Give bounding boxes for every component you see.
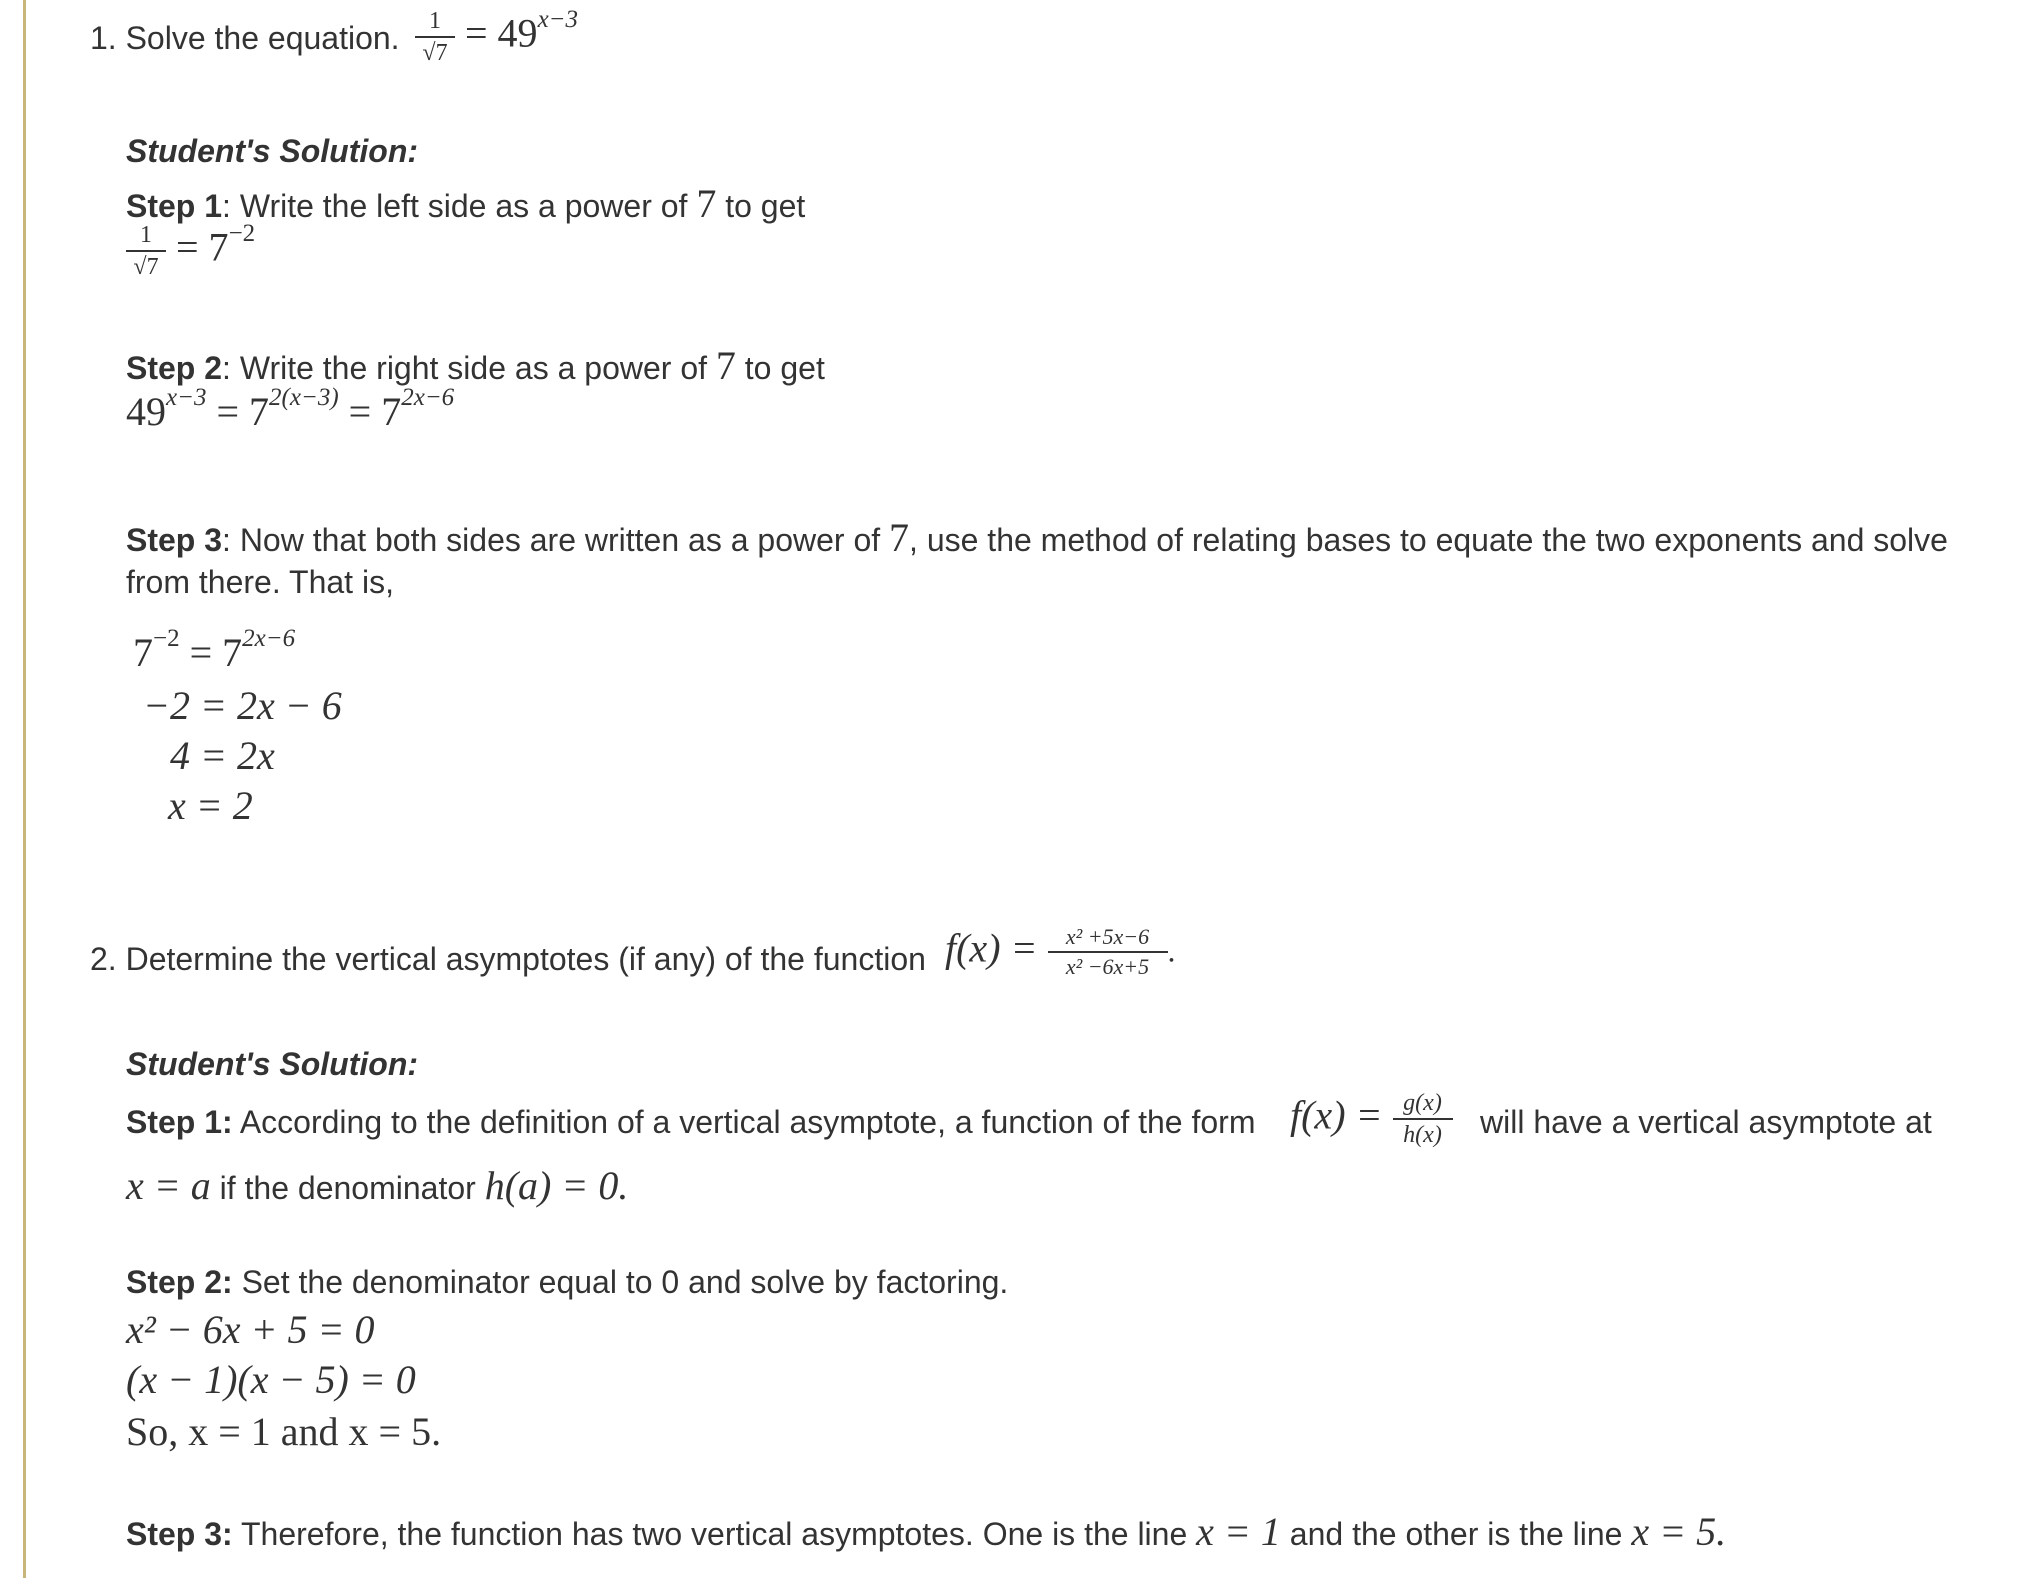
- step-text: if the denominator: [210, 1170, 485, 1206]
- problem-1-equation: [415, 5, 579, 67]
- step-label: Step 3: [126, 522, 223, 558]
- step-label: Step 2: [126, 350, 223, 386]
- math-exponent: −2: [153, 625, 180, 652]
- step-base: 7: [889, 515, 910, 560]
- solve-line-3: 4 = 2x: [170, 733, 275, 778]
- problem-2-number: 2.: [90, 941, 117, 977]
- step-1-fraction: [126, 222, 166, 281]
- factor-line-3: So, x = 1 and x = 5.: [126, 1409, 442, 1454]
- solve-line-1: [133, 625, 296, 675]
- step-text-end: , use the method of relating bases to equate the two exponents and solve: [909, 522, 1948, 558]
- fraction-denominator: √7: [133, 254, 159, 281]
- function-period: .: [1167, 932, 1176, 969]
- step-text: : Now that both sides are written as a power of: [222, 522, 890, 558]
- problem-2-prompt: [90, 943, 926, 975]
- math-term: = 7: [338, 389, 402, 434]
- step-label: Step 3:: [126, 1516, 233, 1552]
- fraction-denominator: √7: [422, 40, 448, 67]
- solve-line-2: −2 = 2x − 6: [143, 683, 342, 728]
- step-text: : Write the right side as a power of: [222, 350, 716, 386]
- factor-line-1: x² − 6x + 5 = 0: [126, 1307, 375, 1352]
- step-math: x = 1: [1196, 1509, 1281, 1554]
- step-math: x = 5.: [1631, 1509, 1727, 1554]
- fraction-numerator: 1: [429, 8, 441, 34]
- math-term: 49: [126, 389, 166, 434]
- problem-1-step-1-math: [126, 219, 256, 281]
- problem-1-step-1: [126, 181, 806, 226]
- problem-1-step-2-math: [126, 384, 455, 434]
- solve-line-4: x = 2: [168, 783, 253, 828]
- problem-2-step-1-line-1: [126, 1106, 1255, 1138]
- problem-1-prompt-text: Solve the equation.: [125, 20, 400, 56]
- fraction-numerator: x² +5x−6: [1065, 924, 1150, 949]
- step-text: and the other is the line: [1280, 1516, 1632, 1552]
- problem-2-function: [945, 925, 1176, 979]
- step-base: 7: [696, 181, 717, 226]
- problem-1-step-3-line-1: [126, 515, 1948, 560]
- step-1-rhs: = 7: [176, 224, 229, 270]
- problem-2-step-1-text-after: will have a vertical asymptote at: [1480, 1104, 1932, 1140]
- function-lhs: f(x) =: [945, 925, 1038, 971]
- form-lhs: f(x) =: [1290, 1092, 1383, 1138]
- step-math: x = a: [126, 1163, 211, 1208]
- function-fraction: [1048, 925, 1168, 979]
- step-label: Step 2:: [126, 1264, 233, 1300]
- math-term: = 7: [206, 389, 270, 434]
- step-text: : Write the left side as a power of: [222, 188, 697, 224]
- math-term: = 7: [189, 630, 243, 675]
- problem-1-number: 1.: [90, 20, 117, 56]
- content-left-border: [23, 0, 26, 1578]
- math-exponent: 2x−6: [242, 625, 296, 652]
- step-base: 7: [715, 343, 736, 388]
- factor-line-2: (x − 1)(x − 5) = 0: [126, 1357, 416, 1402]
- fraction-numerator: 1: [140, 222, 152, 248]
- problem-1-step-3-line-2: from there. That is,: [126, 564, 394, 600]
- problem-1-fraction: [415, 8, 455, 67]
- problem-1-prompt: [90, 22, 400, 54]
- problem-2-solution-heading: Student's Solution:: [126, 1046, 419, 1082]
- step-text: Therefore, the function has two vertical asymptotes. One is the line: [232, 1516, 1197, 1552]
- problem-2-step-1-line-2: [126, 1163, 629, 1208]
- math-exponent: 2(x−3): [269, 384, 339, 411]
- equation-rhs: = 49: [465, 10, 538, 56]
- step-label: Step 1: [126, 188, 223, 224]
- problem-2-prompt-text: Determine the vertical asymptotes (if any) of the function: [125, 941, 926, 977]
- problem-2-step-2: [126, 1266, 1008, 1298]
- math-term: 7: [133, 630, 153, 675]
- problem-1-solution-heading: Student's Solution:: [126, 133, 419, 169]
- fraction-denominator: h(x): [1403, 1122, 1442, 1149]
- problem-2-step-3: [126, 1509, 1727, 1554]
- step-text-end: to get: [735, 350, 825, 386]
- step-text: Set the denominator equal to 0 and solve by factoring.: [232, 1264, 1009, 1300]
- step-math: h(a) = 0.: [484, 1163, 629, 1208]
- step-text: According to the definition of a vertical asymptote, a function of the form: [232, 1104, 1256, 1140]
- step-label: Step 1:: [126, 1104, 233, 1140]
- math-exponent: 2x−6: [401, 384, 455, 411]
- form-fraction: [1393, 1090, 1453, 1149]
- equation-rhs-exponent: x−3: [537, 5, 579, 33]
- math-exponent: x−3: [166, 384, 207, 411]
- problem-2-step-1-form: [1290, 1090, 1453, 1149]
- step-text-end: to get: [716, 188, 806, 224]
- fraction-numerator: g(x): [1403, 1090, 1442, 1116]
- fraction-denominator: x² −6x+5: [1065, 954, 1150, 980]
- problem-1-step-2: [126, 343, 825, 388]
- step-1-rhs-exponent: −2: [228, 219, 256, 247]
